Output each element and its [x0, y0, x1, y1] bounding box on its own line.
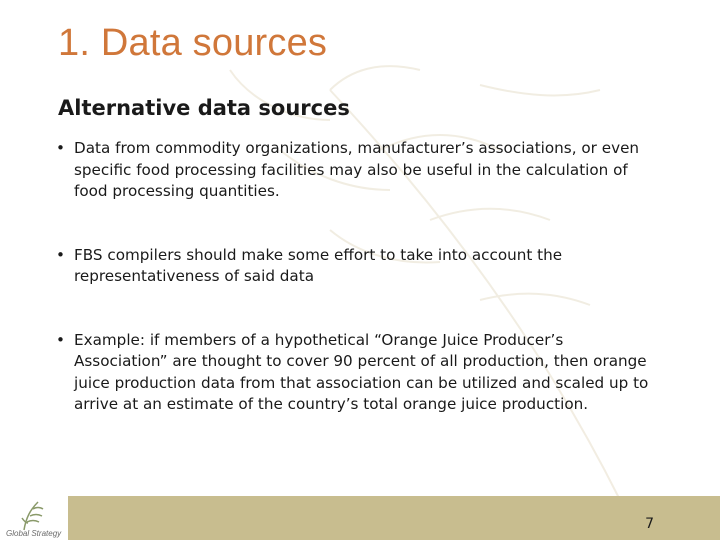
slide-subtitle: Alternative data sources	[58, 96, 350, 120]
bullet-item	[56, 330, 656, 416]
logo-text: Global Strategy	[6, 529, 62, 538]
bullet-item	[56, 245, 656, 288]
bullet-text: FBS compilers should make some effort to take into account the representativeness of said data	[74, 245, 563, 285]
bullet-item	[56, 138, 656, 203]
bullet-marker: •	[56, 245, 65, 264]
slide-title: 1. Data sources	[58, 22, 328, 64]
footer-logo	[0, 496, 68, 540]
bullet-text: Data from commodity organizations, manufacturer’s associations, or even specific food processing facilities may also be useful in the calculation of food processing quantities.	[74, 139, 640, 200]
bullet-marker: •	[56, 139, 65, 157]
wheat-logo-icon	[0, 496, 68, 540]
page-number: 7	[645, 516, 654, 532]
bullet-list	[56, 138, 656, 416]
footer-bar	[0, 496, 720, 540]
bullet-text: Example: if members of a hypothetical “Orange Juice Producer’s Association” are thought to cover 90 percent of all production, then orange juice production data from that association can be utilized and scaled up to arrive at an estimate of the country’s total orange juice production.	[74, 330, 649, 413]
bullet-marker: •	[56, 330, 65, 349]
